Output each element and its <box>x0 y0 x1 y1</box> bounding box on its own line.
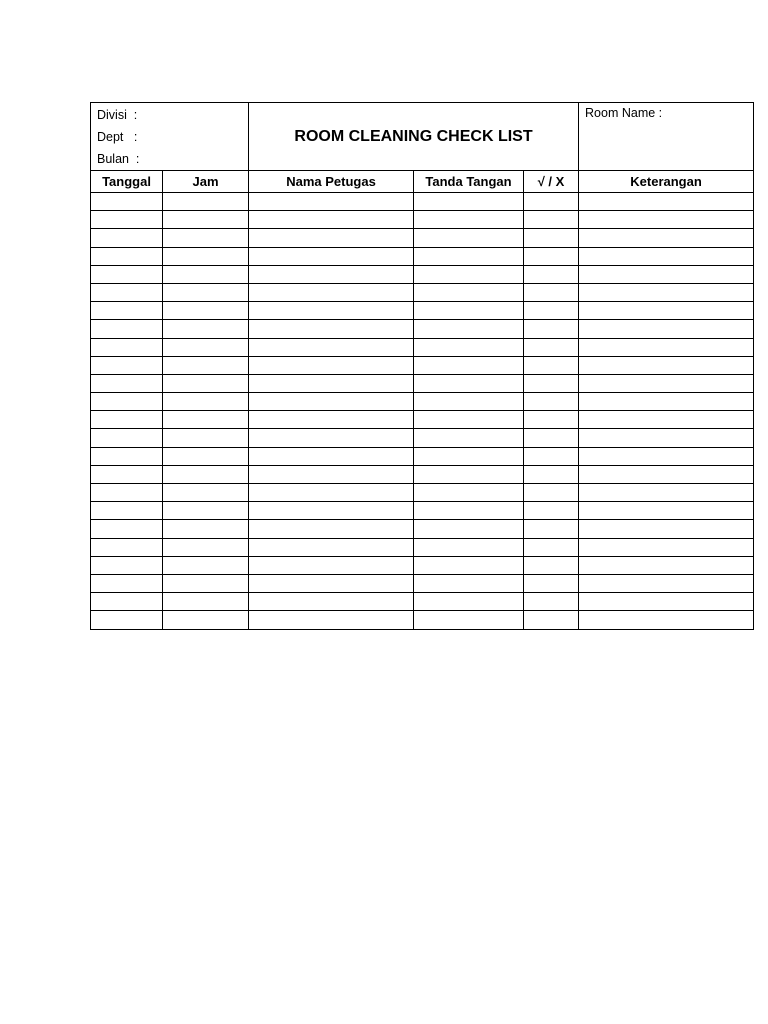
cell-nama-petugas[interactable] <box>249 247 414 265</box>
cell-tanggal[interactable] <box>91 574 163 592</box>
cell-jam[interactable] <box>163 502 249 520</box>
table-row <box>91 320 754 338</box>
table-row <box>91 429 754 447</box>
cell-tanda-tangan[interactable] <box>414 229 524 247</box>
column-header-row <box>91 171 754 193</box>
divisi-label: Divisi : <box>97 108 138 122</box>
cell-jam[interactable] <box>163 574 249 592</box>
cell-check[interactable] <box>524 429 579 447</box>
form-info-cell <box>91 103 249 171</box>
cell-keterangan[interactable] <box>579 374 754 392</box>
cell-nama-petugas[interactable] <box>249 411 414 429</box>
cell-keterangan[interactable] <box>579 283 754 301</box>
table-row <box>91 393 754 411</box>
cell-tanggal[interactable] <box>91 283 163 301</box>
cell-tanda-tangan[interactable] <box>414 193 524 211</box>
cell-jam[interactable] <box>163 320 249 338</box>
cell-jam[interactable] <box>163 193 249 211</box>
cell-jam[interactable] <box>163 229 249 247</box>
cell-tanda-tangan[interactable] <box>414 429 524 447</box>
cell-jam[interactable] <box>163 283 249 301</box>
form-header-row <box>91 103 754 171</box>
cell-nama-petugas[interactable] <box>249 484 414 502</box>
cell-check[interactable] <box>524 574 579 592</box>
cell-check[interactable] <box>524 356 579 374</box>
cell-tanggal[interactable] <box>91 393 163 411</box>
cell-jam[interactable] <box>163 520 249 538</box>
table-row <box>91 447 754 465</box>
cell-keterangan[interactable] <box>579 229 754 247</box>
cell-jam[interactable] <box>163 465 249 483</box>
cell-keterangan[interactable] <box>579 520 754 538</box>
cell-keterangan[interactable] <box>579 393 754 411</box>
cell-check[interactable] <box>524 393 579 411</box>
cell-nama-petugas[interactable] <box>249 593 414 611</box>
cell-tanggal[interactable] <box>91 447 163 465</box>
cell-jam[interactable] <box>163 593 249 611</box>
cell-tanda-tangan[interactable] <box>414 211 524 229</box>
cell-tanggal[interactable] <box>91 302 163 320</box>
cell-keterangan[interactable] <box>579 502 754 520</box>
cell-check[interactable] <box>524 465 579 483</box>
table-row <box>91 538 754 556</box>
cell-jam[interactable] <box>163 611 249 629</box>
cell-check[interactable] <box>524 447 579 465</box>
cell-jam[interactable] <box>163 338 249 356</box>
cell-nama-petugas[interactable] <box>249 393 414 411</box>
column-header-jam: Jam <box>163 171 249 193</box>
cell-tanda-tangan[interactable] <box>414 393 524 411</box>
cell-jam[interactable] <box>163 247 249 265</box>
cell-jam[interactable] <box>163 484 249 502</box>
cell-tanggal[interactable] <box>91 556 163 574</box>
table-row <box>91 556 754 574</box>
cell-keterangan[interactable] <box>579 411 754 429</box>
dept-label: Dept : <box>97 130 138 144</box>
cell-keterangan[interactable] <box>579 302 754 320</box>
cell-jam[interactable] <box>163 374 249 392</box>
cell-nama-petugas[interactable] <box>249 302 414 320</box>
cell-keterangan[interactable] <box>579 538 754 556</box>
cell-jam[interactable] <box>163 411 249 429</box>
cell-jam[interactable] <box>163 429 249 447</box>
table-row <box>91 611 754 629</box>
table-row <box>91 411 754 429</box>
table-row <box>91 484 754 502</box>
cell-jam[interactable] <box>163 538 249 556</box>
cell-tanda-tangan[interactable] <box>414 374 524 392</box>
column-header-nama-petugas: Nama Petugas <box>249 171 414 193</box>
table-row <box>91 593 754 611</box>
cell-nama-petugas[interactable] <box>249 229 414 247</box>
cell-nama-petugas[interactable] <box>249 556 414 574</box>
cell-check[interactable] <box>524 538 579 556</box>
cell-keterangan[interactable] <box>579 574 754 592</box>
table-row <box>91 502 754 520</box>
table-row <box>91 338 754 356</box>
cell-tanggal[interactable] <box>91 429 163 447</box>
cell-tanggal[interactable] <box>91 211 163 229</box>
column-header-tanda-tangan: Tanda Tangan <box>414 171 524 193</box>
cell-tanggal[interactable] <box>91 611 163 629</box>
table-row <box>91 247 754 265</box>
cell-jam[interactable] <box>163 211 249 229</box>
cell-tanda-tangan[interactable] <box>414 574 524 592</box>
cell-check[interactable] <box>524 593 579 611</box>
cell-tanda-tangan[interactable] <box>414 411 524 429</box>
cell-tanda-tangan[interactable] <box>414 502 524 520</box>
cell-nama-petugas[interactable] <box>249 338 414 356</box>
cell-tanggal[interactable] <box>91 520 163 538</box>
cell-tanda-tangan[interactable] <box>414 356 524 374</box>
cell-check[interactable] <box>524 520 579 538</box>
cell-nama-petugas[interactable] <box>249 356 414 374</box>
table-row <box>91 283 754 301</box>
table-row <box>91 374 754 392</box>
cell-jam[interactable] <box>163 393 249 411</box>
cell-tanggal[interactable] <box>91 538 163 556</box>
bulan-label: Bulan : <box>97 152 140 166</box>
cell-nama-petugas[interactable] <box>249 502 414 520</box>
cell-tanggal[interactable] <box>91 265 163 283</box>
cell-check[interactable] <box>524 374 579 392</box>
cell-nama-petugas[interactable] <box>249 611 414 629</box>
cell-tanggal[interactable] <box>91 193 163 211</box>
cell-tanda-tangan[interactable] <box>414 593 524 611</box>
cell-nama-petugas[interactable] <box>249 447 414 465</box>
cell-nama-petugas[interactable] <box>249 538 414 556</box>
cell-tanda-tangan[interactable] <box>414 556 524 574</box>
cell-nama-petugas[interactable] <box>249 520 414 538</box>
cell-keterangan[interactable] <box>579 320 754 338</box>
cell-jam[interactable] <box>163 356 249 374</box>
cell-keterangan[interactable] <box>579 556 754 574</box>
room-name-label: Room Name : <box>585 106 663 120</box>
cell-keterangan[interactable] <box>579 484 754 502</box>
cell-keterangan[interactable] <box>579 611 754 629</box>
cell-keterangan[interactable] <box>579 356 754 374</box>
cell-check[interactable] <box>524 211 579 229</box>
cell-tanggal[interactable] <box>91 374 163 392</box>
cell-jam[interactable] <box>163 556 249 574</box>
cell-nama-petugas[interactable] <box>249 265 414 283</box>
table-row <box>91 211 754 229</box>
cell-check[interactable] <box>524 502 579 520</box>
cell-tanggal[interactable] <box>91 320 163 338</box>
cell-nama-petugas[interactable] <box>249 465 414 483</box>
cell-jam[interactable] <box>163 302 249 320</box>
cell-nama-petugas[interactable] <box>249 429 414 447</box>
cell-tanda-tangan[interactable] <box>414 283 524 301</box>
cell-tanggal[interactable] <box>91 465 163 483</box>
cell-check[interactable] <box>524 611 579 629</box>
cell-keterangan[interactable] <box>579 429 754 447</box>
cell-nama-petugas[interactable] <box>249 320 414 338</box>
cell-tanda-tangan[interactable] <box>414 247 524 265</box>
room-name-cell <box>579 103 754 171</box>
cell-keterangan[interactable] <box>579 247 754 265</box>
table-row <box>91 520 754 538</box>
table-row <box>91 302 754 320</box>
column-header-tanggal: Tanggal <box>91 171 163 193</box>
cell-tanggal[interactable] <box>91 502 163 520</box>
cell-keterangan[interactable] <box>579 265 754 283</box>
cell-check[interactable] <box>524 283 579 301</box>
table-row <box>91 193 754 211</box>
cell-tanda-tangan[interactable] <box>414 484 524 502</box>
cell-check[interactable] <box>524 484 579 502</box>
cell-check[interactable] <box>524 320 579 338</box>
cell-keterangan[interactable] <box>579 465 754 483</box>
cell-tanda-tangan[interactable] <box>414 520 524 538</box>
table-row <box>91 465 754 483</box>
cell-jam[interactable] <box>163 265 249 283</box>
column-header-check: √ / X <box>524 171 579 193</box>
cell-keterangan[interactable] <box>579 593 754 611</box>
cell-tanda-tangan[interactable] <box>414 465 524 483</box>
cell-tanda-tangan[interactable] <box>414 338 524 356</box>
cell-keterangan[interactable] <box>579 447 754 465</box>
cell-tanggal[interactable] <box>91 229 163 247</box>
cell-check[interactable] <box>524 338 579 356</box>
cell-tanda-tangan[interactable] <box>414 320 524 338</box>
cell-tanggal[interactable] <box>91 338 163 356</box>
cell-tanda-tangan[interactable] <box>414 611 524 629</box>
cell-check[interactable] <box>524 265 579 283</box>
cell-tanggal[interactable] <box>91 411 163 429</box>
cell-tanda-tangan[interactable] <box>414 538 524 556</box>
cell-nama-petugas[interactable] <box>249 374 414 392</box>
cell-check[interactable] <box>524 302 579 320</box>
title-cell <box>249 103 579 171</box>
cell-tanggal[interactable] <box>91 247 163 265</box>
table-row <box>91 356 754 374</box>
column-header-keterangan: Keterangan <box>579 171 754 193</box>
table-row <box>91 265 754 283</box>
cell-check[interactable] <box>524 193 579 211</box>
cell-keterangan[interactable] <box>579 211 754 229</box>
cell-tanggal[interactable] <box>91 356 163 374</box>
cell-tanggal[interactable] <box>91 484 163 502</box>
cell-tanda-tangan[interactable] <box>414 447 524 465</box>
cell-check[interactable] <box>524 247 579 265</box>
table-row <box>91 229 754 247</box>
cell-check[interactable] <box>524 556 579 574</box>
cell-tanda-tangan[interactable] <box>414 302 524 320</box>
table-row <box>91 574 754 592</box>
cell-nama-petugas[interactable] <box>249 574 414 592</box>
cell-jam[interactable] <box>163 447 249 465</box>
cell-nama-petugas[interactable] <box>249 193 414 211</box>
checklist-table <box>90 102 754 630</box>
cell-tanggal[interactable] <box>91 593 163 611</box>
cell-keterangan[interactable] <box>579 193 754 211</box>
cell-check[interactable] <box>524 411 579 429</box>
cell-tanda-tangan[interactable] <box>414 265 524 283</box>
form-title: ROOM CLEANING CHECK LIST <box>294 127 533 145</box>
cell-keterangan[interactable] <box>579 338 754 356</box>
cell-nama-petugas[interactable] <box>249 283 414 301</box>
cell-check[interactable] <box>524 229 579 247</box>
cell-nama-petugas[interactable] <box>249 211 414 229</box>
